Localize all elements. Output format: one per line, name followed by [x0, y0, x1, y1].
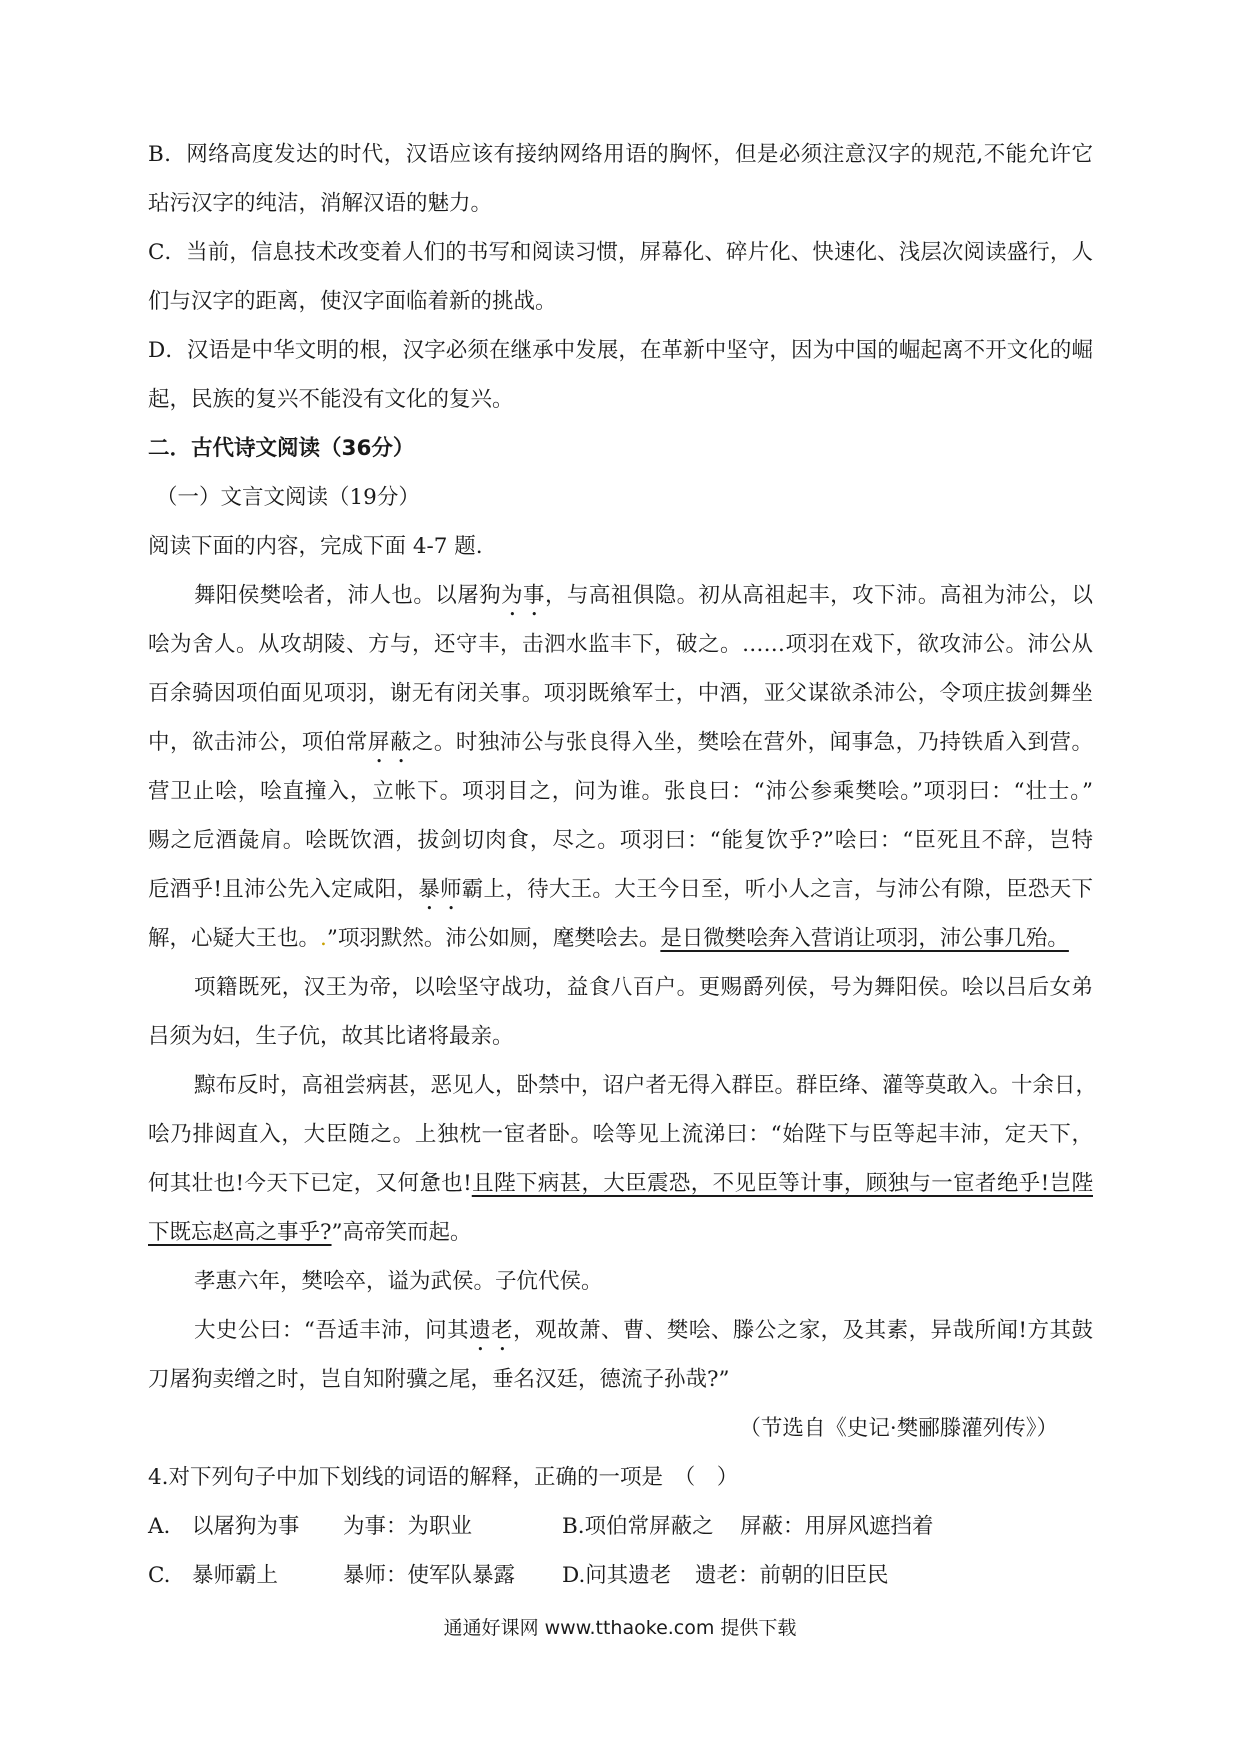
- passage-line: 营卫止哙，哙直撞入，立帐下。项羽目之，问为谁。张良曰：“沛公参乘樊哙。”项羽曰：“壮士。”: [148, 779, 1093, 804]
- option-b-line-2: 玷污汉字的纯洁，消解汉语的魅力。: [148, 191, 493, 216]
- option-b-explanation: 屏蔽：用屏风遮挡着: [740, 1514, 934, 1539]
- passage-text: ”高帝笑而起。: [331, 1220, 472, 1245]
- passage-text: 霸上，待大王。大王今日至，听小人之言，与沛公有隙，臣恐天下: [461, 877, 1093, 902]
- page-footer: 通通好课网 www.tthaoke.com 提供下载: [443, 1617, 797, 1639]
- underlined-sentence: 且陛下病甚，大臣震恐，不见臣等计事，顾独与一宦者绝乎!岂陛: [471, 1171, 1093, 1196]
- passage-line: 赐之卮酒彘肩。哙既饮酒，拔剑切肉食，尽之。项羽曰：“能复饮乎?”哙曰：“臣死且不辞，岂特: [148, 828, 1093, 853]
- passage-line: [148, 1169, 1093, 1199]
- option-d-line-2: 起，民族的复兴不能没有文化的复兴。: [148, 387, 514, 412]
- passage-line: 吕须为妇，生子伉，故其比诸将最亲。: [148, 1024, 514, 1049]
- passage-text: ”项羽默然。沛公如厕，麾樊哙去。: [326, 926, 661, 951]
- option-d-explanation: 遗老：前朝的旧臣民: [695, 1563, 889, 1588]
- stray-mark: .: [320, 926, 327, 951]
- option-c-line-1: C．当前，信息技术改变着人们的书写和阅读习惯，屏幕化、碎片化、快速化、浅层次阅读盛行，人: [148, 240, 1093, 265]
- passage-text: 舞阳侯樊哙者，沛人也。以屠狗: [194, 583, 502, 608]
- section-title: 二．古代诗文阅读（36分）: [148, 436, 415, 461]
- passage-line: [148, 1218, 1093, 1248]
- passage-line: 哙乃排闼直入，大臣随之。上独枕一宦者卧。哙等见上流涕曰：“始陛下与臣等起丰沛，定天下，: [148, 1122, 1093, 1147]
- passage-text: ，观故萧、曹、樊哙、滕公之家，及其素，异哉所闻!方其鼓: [513, 1318, 1093, 1343]
- dotted-word: 屏蔽: [367, 730, 412, 755]
- option-a-sentence: A. 以屠狗为事: [148, 1514, 300, 1539]
- option-c-line-2: 们与汉字的距离，使汉字面临着新的挑战。: [148, 289, 557, 314]
- passage-line: [148, 728, 1093, 768]
- passage-line: 百余骑因项伯面见项羽，谢无有闭关事。项羽既飨军士，中酒，亚父谋欲杀沛公，令项庄拔剑舞坐: [148, 681, 1093, 706]
- instruction-text: 阅读下面的内容，完成下面 4-7 题.: [148, 534, 483, 559]
- option-c-explanation: 暴师：使军队暴露: [343, 1563, 516, 1588]
- passage-text: 大史公曰：“吾适丰沛，问其: [194, 1318, 470, 1343]
- passage-line: [148, 924, 1093, 954]
- subsection-title: （一）文言文阅读（19分）: [156, 485, 420, 510]
- passage-text: ，与高祖俱隐。初从高祖起丰，攻下沛。高祖为沛公，以: [545, 583, 1093, 608]
- dotted-word: 为事: [501, 583, 545, 608]
- passage-line: [148, 875, 1093, 915]
- option-c-sentence: C. 暴师霸上: [148, 1563, 279, 1588]
- option-a-explanation: 为事：为职业: [343, 1514, 473, 1539]
- passage-text: 之。时独沛公与张良得入坐，樊哙在营外，闻事急，乃持铁盾入到营。: [411, 730, 1093, 755]
- passage-line: 孝惠六年，樊哙卒，谥为武侯。子伉代侯。: [194, 1269, 603, 1294]
- dotted-word: 遗老: [469, 1318, 514, 1343]
- option-b-sentence: B.项伯常屏蔽之: [562, 1514, 714, 1539]
- underlined-sentence: 是日微樊哙奔入营诮让项羽，沛公事几殆。: [660, 926, 1069, 951]
- passage-line: 项籍既死，汉王为帝，以哙坚守战功，益食八百户。更赐爵列侯，号为舞阳侯。哙以吕后女弟: [194, 975, 1093, 1000]
- question-stem: 4.对下列句子中加下划线的词语的解释，正确的一项是 （ ）: [148, 1465, 739, 1490]
- passage-text: 何其壮也!今天下已定，又何惫也!: [148, 1171, 472, 1196]
- passage-line: [194, 1316, 1093, 1356]
- option-d-sentence: D.问其遗老: [562, 1563, 672, 1588]
- dotted-word: 暴师: [418, 877, 462, 902]
- passage-line: [194, 581, 1093, 621]
- source-citation: （节选自《史记·樊郦滕灌列传》）: [739, 1416, 1058, 1441]
- passage-text: 卮酒乎!且沛公先入定咸阳，: [148, 877, 419, 902]
- passage-line: 黥布反时，高祖尝病甚，恶见人，卧禁中，诏户者无得入群臣。群臣绛、灌等莫敢入。十余日，: [194, 1073, 1098, 1098]
- passage-text: 中，欲击沛公，项伯常: [148, 730, 368, 755]
- underlined-sentence: 下既忘赵高之事乎?: [148, 1220, 332, 1245]
- option-b-line-1: B．网络高度发达的时代，汉语应该有接纳网络用语的胸怀，但是必须注意汉字的规范,不能允许它: [148, 142, 1093, 167]
- passage-line: 哙为舍人。从攻胡陵、方与，还守丰，击泗水监丰下，破之。……项羽在戏下，欲攻沛公。沛公从: [148, 632, 1093, 657]
- option-d-line-1: D．汉语是中华文明的根，汉字必须在继承中发展，在革新中坚守，因为中国的崛起离不开文化的崛: [148, 338, 1093, 363]
- passage-text: 解，心疑大王也。: [148, 926, 321, 951]
- passage-line: 刀屠狗卖缯之时，岂自知附骥之尾，垂名汉廷，德流子孙哉?”: [148, 1367, 730, 1392]
